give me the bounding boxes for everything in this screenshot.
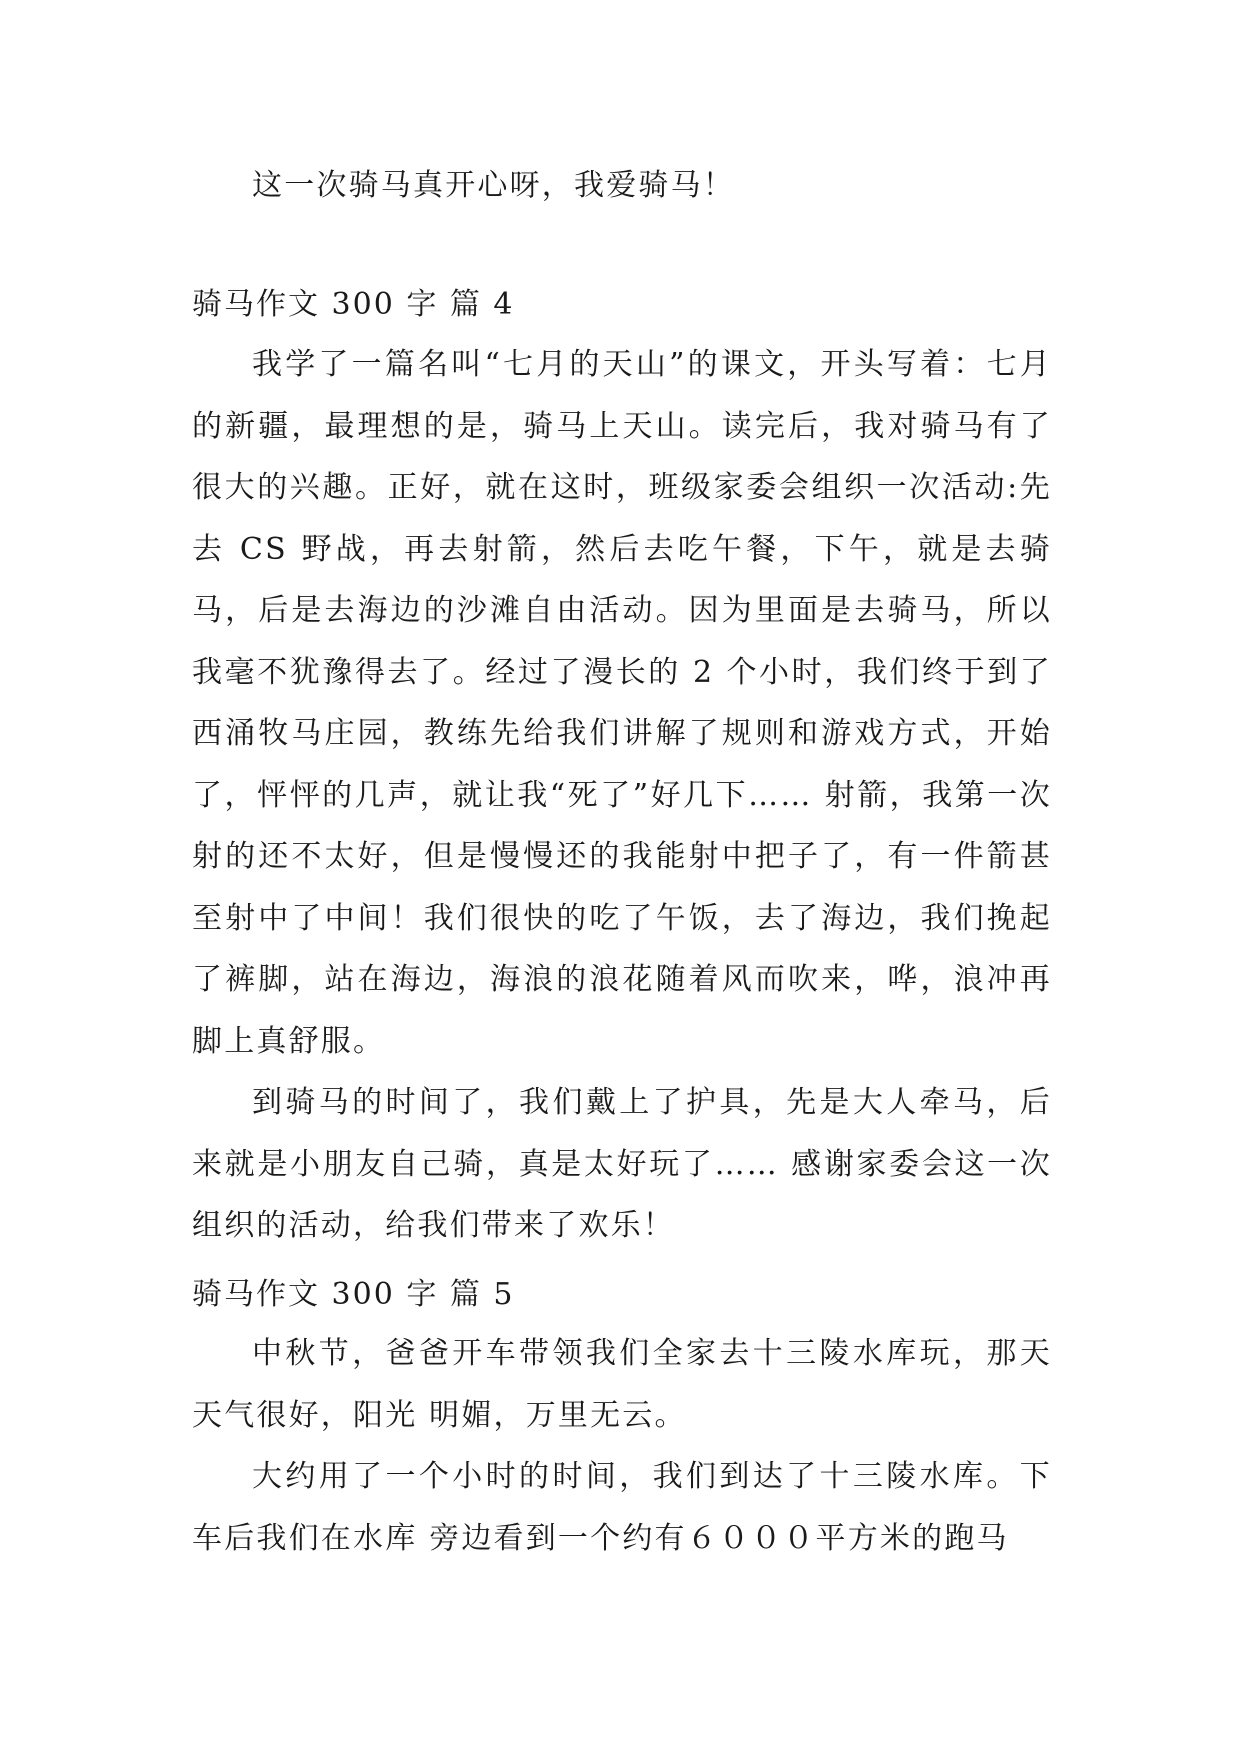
section-body-4 bbox=[192, 334, 1052, 1257]
paragraph: 我学了一篇名叫“七月的天山”的课文，开头写着：七月的新疆，最理想的是，骑马上天山。读完后，我对骑马有了很大的兴趣。正好，就在这时，班级家委会组织一次活动:先去 CS 野战，再去射箭，然后去吃午餐，下午，就是去骑马，后是去海边的沙滩自由活动。因为里面是去骑马，所以我毫不犹豫得去了。经过了漫长的 2 个小时，我们终于到了西涌牧马庄园，教练先给我们讲解了规则和游戏方式，开始了，怦怦的几声，就让我“死了”好几下…… 射箭，我第一次射的还不太好，但是慢慢还的我能射中把子了，有一件箭甚至射中了中间！我们很快的吃了午饭，去了海边，我们挽起了裤脚，站在海边，海浪的浪花随着风而吹来，哗，浪冲再脚上真舒服。 bbox=[192, 347, 1052, 1059]
section-heading-4 bbox=[192, 274, 1052, 336]
closing-paragraph-section-3 bbox=[192, 155, 1052, 217]
paragraph: 大约用了一个小时的时间，我们到达了十三陵水库。下车后我们在水库 旁边看到一个约有６０００平方米的跑马 bbox=[192, 1459, 1052, 1556]
section-body-5 bbox=[192, 1323, 1052, 1569]
paragraph: 中秋节，爸爸开车带领我们全家去十三陵水库玩，那天天气很好，阳光 明媚，万里无云。 bbox=[192, 1336, 1052, 1433]
paragraph: 这一次骑马真开心呀，我爱骑马！ bbox=[252, 168, 735, 203]
section-heading-5 bbox=[192, 1264, 1052, 1326]
section-title: 骑马作文 300 字 篇 5 bbox=[192, 1277, 515, 1312]
paragraph: 到骑马的时间了，我们戴上了护具，先是大人牵马，后来就是小朋友自己骑，真是太好玩了…… 感谢家委会这一次组织的活动，给我们带来了欢乐！ bbox=[192, 1085, 1052, 1243]
section-title: 骑马作文 300 字 篇 4 bbox=[192, 287, 515, 322]
